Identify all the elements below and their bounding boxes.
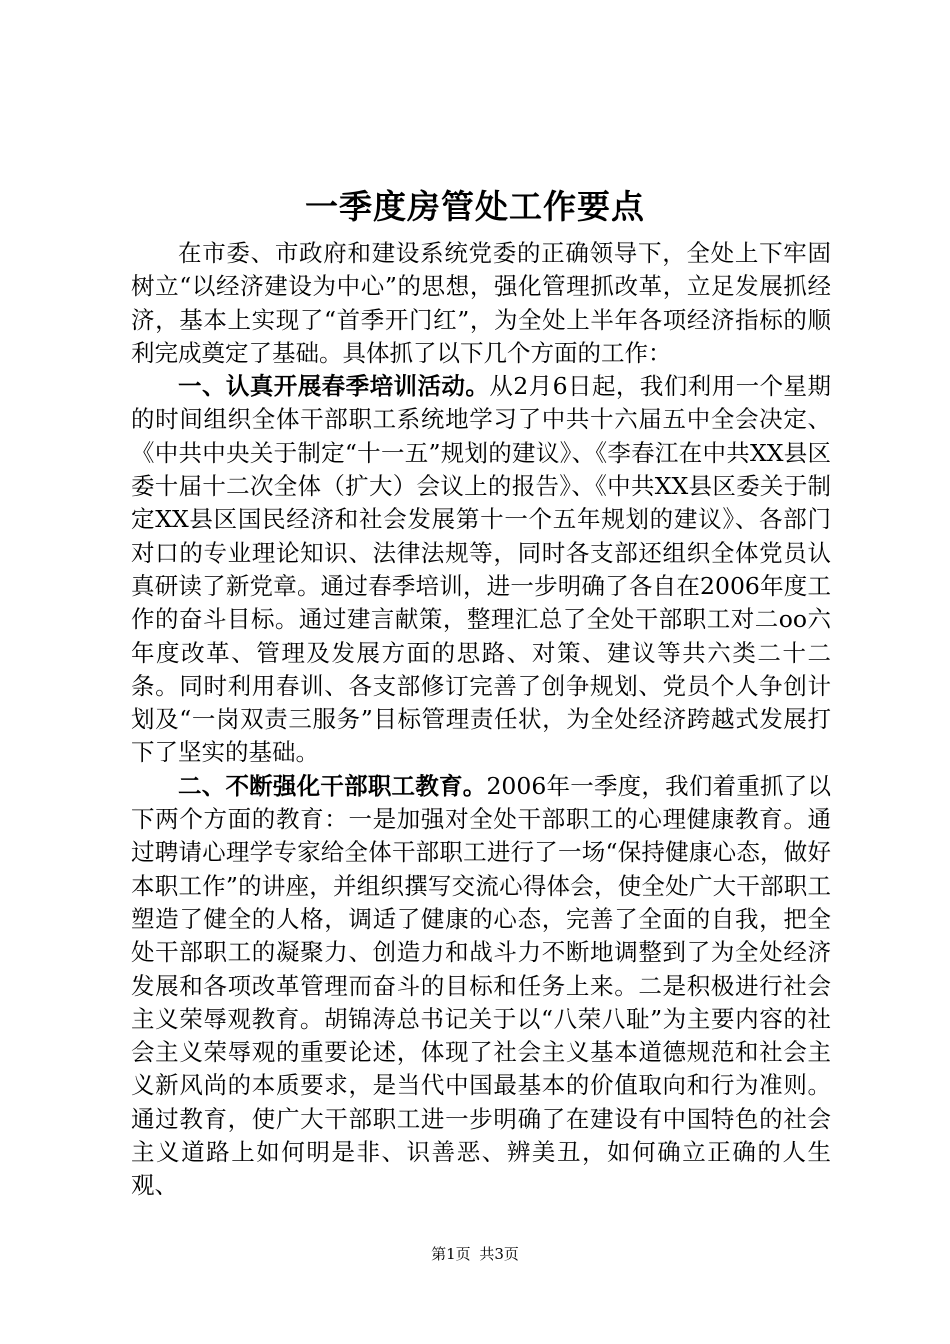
paragraph-section-2 <box>131 770 831 1203</box>
document-title: 一季度房管处工作要点 <box>305 187 645 226</box>
document-body <box>131 237 831 1203</box>
section-2-heading: 二、不断强化干部职工教育。 <box>178 771 487 800</box>
section-1-heading: 一、认真开展春季培训活动。 <box>178 372 490 401</box>
page-total: 共3页 <box>479 1245 519 1263</box>
page-footer <box>0 1244 950 1264</box>
section-1-text: 从2月6日起，我们利用一个星期的时间组织全体干部职工系统地学习了中共十六届五中全会决定、《中共中央关于制定“十一五”规划的建议》、《李春江在中共XX县区委十届十二次全体（扩大）会议上的报告》、《中共XX县区委关于制定XX县区国民经济和社会发展第十一个五年规划的建议》、各部门对口的专业理论知识、法律法规等，同时各支部还组织全体党员认真研读了新党章。通过春季培训，进一步明确了各自在2006年度工作的奋斗目标。通过建言献策，整理汇总了全处干部职工对二oo六年度改革、管理及发展方面的思路、对策、建议等共六类二十二条。同时利用春训、各支部修订完善了创争规划、党员个人争创计划及“一岗双责三服务”目标管理责任状，为全处经济跨越式发展打下了坚实的基础。 <box>131 372 832 767</box>
paragraph-section-1 <box>131 370 831 770</box>
paragraph-intro-text: 在市委、市政府和建设系统党委的正确领导下，全处上下牢固树立“以经济建设为中心”的思想，强化管理抓改革，立足发展抓经济，基本上实现了“首季开门红”，为全处上半年各项经济指标的顺利完成奠定了基础。具体抓了以下几个方面的工作： <box>131 239 831 367</box>
page-number: 第1页 <box>431 1245 471 1263</box>
paragraph-intro <box>131 237 831 370</box>
section-2-text: 2006年一季度，我们着重抓了以下两个方面的教育：一是加强对全处干部职工的心理健康教育。通过聘请心理学专家给全体干部职工进行了一场“保持健康心态，做好本职工作”的讲座，并组织撰写交流心得体会，使全处广大干部职工塑造了健全的人格，调适了健康的心态，完善了全面的自我，把全处干部职工的凝聚力、创造力和战斗力不断地调整到了为全处经济发展和各项改革管理而奋斗的目标和任务上来。二是积极进行社会主义荣辱观教育。胡锦涛总书记关于以“八荣八耻”为主要内容的社会主义荣辱观的重要论述，体现了社会主义基本道德规范和社会主义新风尚的本质要求，是当代中国最基本的价值取向和行为准则。通过教育，使广大干部职工进一步明确了在建设有中国特色的社会主义道路上如何明是非、识善恶、辨美丑，如何确立正确的人生观、 <box>131 771 832 1200</box>
